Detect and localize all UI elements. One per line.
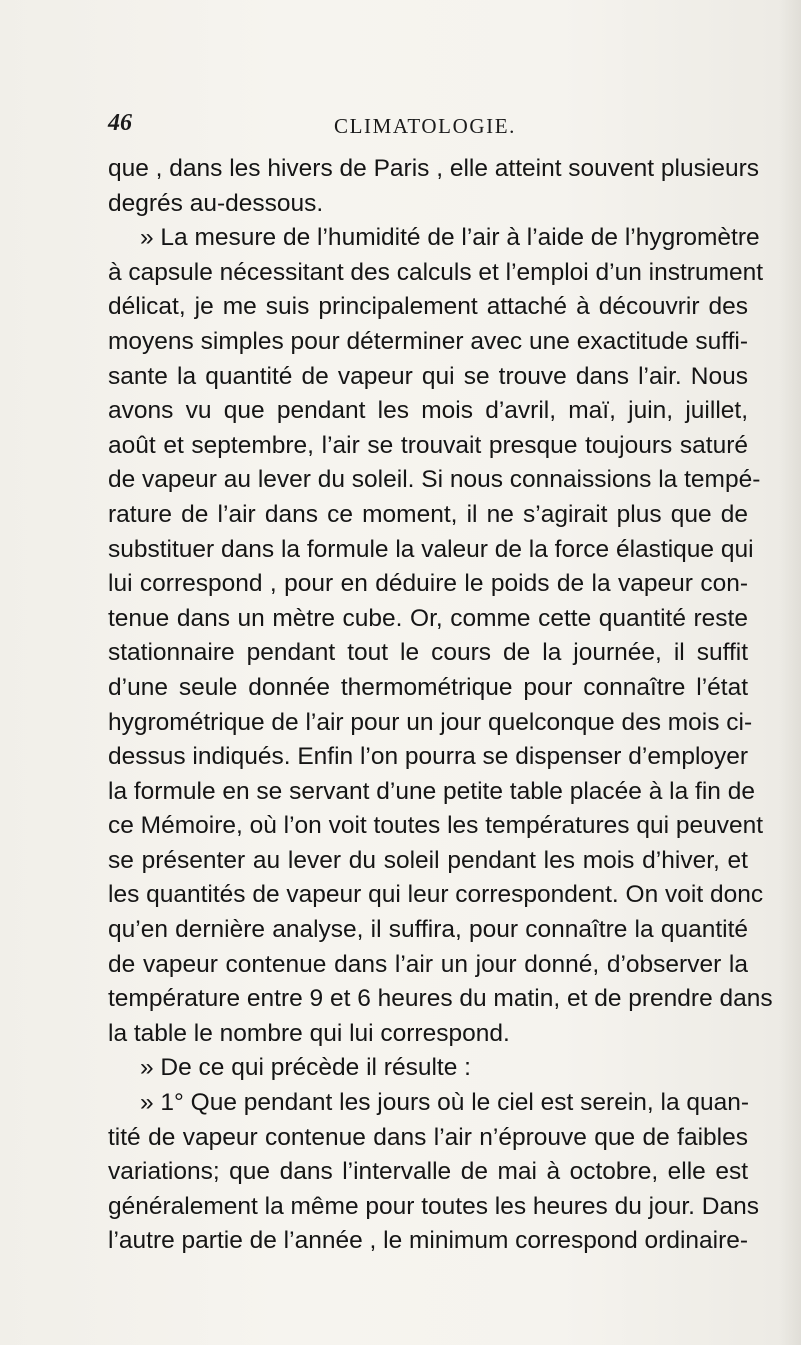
text-line: à capsule nécessitant des calculs et l’emploi d’un instrument: [108, 258, 764, 286]
text-line: stationnaire pendant tout le cours de la journée, il suffit: [108, 639, 748, 667]
text-line: moyens simples pour déterminer avec une exactitude suffi-: [108, 327, 748, 355]
text-line: sante la quantité de vapeur qui se trouve dans l’air. Nous: [108, 362, 748, 390]
text-line: degrés au-dessous.: [108, 189, 324, 217]
text-line: l’autre partie de l’année , le minimum correspond ordinaire-: [108, 1227, 749, 1255]
text-line: la formule en se servant d’une petite table placée à la fin de: [108, 777, 755, 805]
text-line: température entre 9 et 6 heures du matin, et de prendre dans: [108, 985, 773, 1013]
text-line: de vapeur au lever du soleil. Si nous connaissions la tempé-: [108, 466, 761, 494]
text-line: » 1° Que pendant les jours où le ciel est serein, la quan-: [140, 1089, 750, 1117]
page-header: [108, 108, 748, 148]
text-line: avons vu que pendant les mois d’avril, maï, juin, juillet,: [108, 397, 748, 425]
text-line: généralement la même pour toutes les heures du jour. Dans: [108, 1192, 759, 1220]
body-text: [108, 152, 773, 1259]
text-line: qu’en dernière analyse, il suffira, pour connaître la quantité: [108, 916, 748, 944]
text-line: rature de l’air dans ce moment, il ne s’agirait plus que de: [108, 500, 748, 528]
text-line: les quantités de vapeur qui leur correspondent. On voit donc: [108, 881, 764, 909]
page-number: 46: [108, 110, 132, 136]
page-edge-shadow: [779, 0, 801, 1345]
running-title: CLIMATOLOGIE.: [334, 114, 516, 138]
text-line: lui correspond , pour en déduire le poids de la vapeur con-: [108, 570, 748, 598]
text-line: tité de vapeur contenue dans l’air n’éprouve que de faibles: [108, 1123, 748, 1151]
text-line: août et septembre, l’air se trouvait presque toujours saturé: [108, 431, 748, 459]
text-line: tenue dans un mètre cube. Or, comme cette quantité reste: [108, 604, 748, 632]
text-line: » La mesure de l’humidité de l’air à l’aide de l’hygromètre: [140, 224, 760, 252]
text-line: variations; que dans l’intervalle de mai à octobre, elle est: [108, 1158, 748, 1186]
text-line: se présenter au lever du soleil pendant les mois d’hiver, et: [108, 846, 748, 874]
text-line: de vapeur contenue dans l’air un jour donné, d’observer la: [108, 950, 748, 978]
text-line: ce Mémoire, où l’on voit toutes les températures qui peuvent: [108, 812, 764, 840]
text-line: délicat, je me suis principalement attaché à découvrir des: [108, 293, 748, 321]
text-line: » De ce qui précède il résulte :: [140, 1054, 471, 1082]
text-line: dessus indiqués. Enfin l’on pourra se dispenser d’employer: [108, 743, 749, 771]
text-line: d’une seule donnée thermométrique pour connaître l’état: [108, 673, 748, 701]
text-line: substituer dans la formule la valeur de la force élastique qui: [108, 535, 754, 563]
text-line: que , dans les hivers de Paris , elle atteint souvent plusieurs: [108, 155, 759, 182]
text-line: la table le nombre qui lui correspond.: [108, 1019, 510, 1047]
text-line: hygrométrique de l’air pour un jour quelconque des mois ci-: [108, 708, 753, 736]
